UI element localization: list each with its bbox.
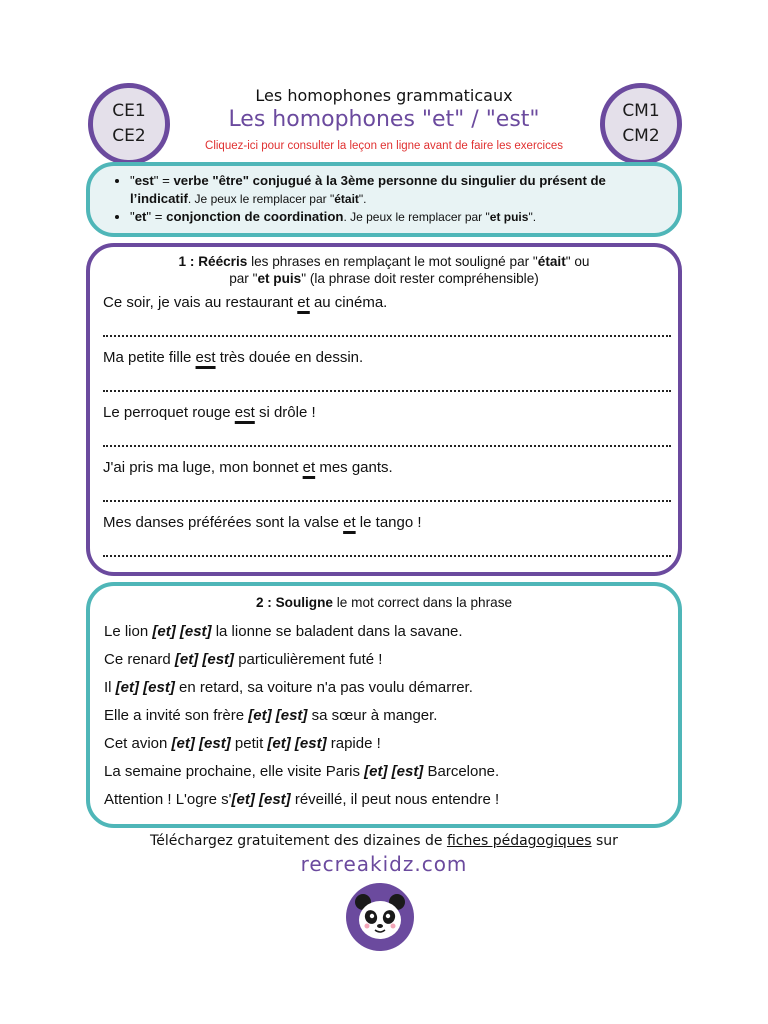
rule-est: • "est" = verbe "être" conjugué à la 3ème personne du singulier du présent de l’indicatif. Je peux le remplacer par "était".: [130, 172, 666, 208]
answer-line[interactable]: [103, 497, 671, 502]
answer-line[interactable]: [103, 442, 671, 447]
choice-pair[interactable]: [et] [est]: [364, 763, 424, 780]
underlined-word: est: [195, 349, 216, 366]
page-title: Les homophones "et" / "est": [228, 107, 540, 132]
exercise-1-instruction: 1 : Réécris les phrases en remplaçant le mot souligné par "était" ou par "et puis" (la phrase doit rester compréhensible): [178, 254, 590, 286]
rule-definition: verbe "être" conjugué à la 3ème personne du singulier du présent de l’indicatif: [130, 173, 606, 206]
badge-right-line1: CM1: [622, 101, 660, 121]
choice-pair[interactable]: [et] [est]: [171, 735, 231, 752]
site-link[interactable]: recreakidz.com: [300, 852, 468, 876]
underlined-word: et: [297, 294, 310, 311]
underlined-word: est: [234, 404, 255, 421]
exercise-2-sentence: Il [et] [est] en retard, sa voiture n'a pas voulu démarrer.: [104, 679, 473, 696]
exercise-2-instruction: 2 : Souligne le mot correct dans la phrase: [255, 595, 513, 610]
choice-pair[interactable]: [et] [est]: [231, 791, 291, 808]
top-title: Les homophones grammaticaux: [255, 86, 513, 105]
exercise-2-sentence: Elle a invité son frère [et] [est] sa sœur à manger.: [104, 707, 438, 724]
rule-word: est: [134, 173, 154, 188]
rules-list: [90, 166, 678, 226]
exercise-2-sentence: Le lion [et] [est] la lionne se baladent dans la savane.: [104, 623, 463, 640]
footer-link[interactable]: fiches pédagogiques: [446, 833, 592, 849]
rule-word: et: [134, 209, 147, 224]
badge-right-line2: CM2: [622, 126, 660, 146]
underlined-word: et: [302, 459, 316, 476]
footer-text: Téléchargez gratuitement des dizaines de fiches pédagogiques sur: [150, 833, 618, 849]
exercise-1-sentence: Le perroquet rouge est si drôle !: [103, 404, 316, 421]
exercise-1-sentence: Ma petite fille est très douée en dessin.: [103, 349, 364, 366]
exercise-2-sentence: Ce renard [et] [est] particulièrement futé !: [104, 651, 383, 668]
rule-replacement: était: [334, 192, 359, 206]
exercise-1-sentence: J'ai pris ma luge, mon bonnet et mes gants.: [103, 459, 393, 476]
answer-line[interactable]: [103, 332, 671, 337]
panda-logo-icon: [345, 882, 415, 952]
choice-pair[interactable]: [et] [est]: [115, 679, 175, 696]
choice-pair[interactable]: [et] [est]: [174, 651, 235, 668]
exercise-1-sentence: Mes danses préférées sont la valse et le tango !: [103, 514, 422, 531]
choice-pair[interactable]: [et] [est]: [267, 735, 327, 752]
underlined-word: et: [343, 514, 356, 531]
exercise-2-sentence: Cet avion [et] [est] petit [et] [est] rapide !: [104, 735, 381, 752]
badge-left-line2: CE2: [112, 126, 146, 146]
answer-line[interactable]: [103, 387, 671, 392]
exercise-1-sentence: Ce soir, je vais au restaurant et au cinéma.: [103, 294, 388, 311]
exercise-2-sentence: Attention ! L'ogre s'[et] [est] réveillé, il peut nous entendre !: [104, 791, 500, 808]
choice-pair[interactable]: [et] [est]: [248, 707, 308, 724]
rules-box: [86, 162, 682, 237]
lesson-link[interactable]: Cliquez-ici pour consulter la leçon en ligne avant de faire les exercices: [205, 140, 563, 152]
badge-left-line1: CE1: [112, 101, 146, 121]
rule-et: • "et" = conjonction de coordination. Je peux le remplacer par "et puis".: [130, 208, 666, 226]
rule-definition: conjonction de coordination: [166, 209, 344, 224]
exercise-2-sentence: La semaine prochaine, elle visite Paris [et] [est] Barcelone.: [104, 763, 500, 780]
rule-replacement: et puis: [489, 210, 529, 224]
answer-line[interactable]: [103, 552, 671, 557]
choice-pair[interactable]: [et] [est]: [152, 623, 212, 640]
